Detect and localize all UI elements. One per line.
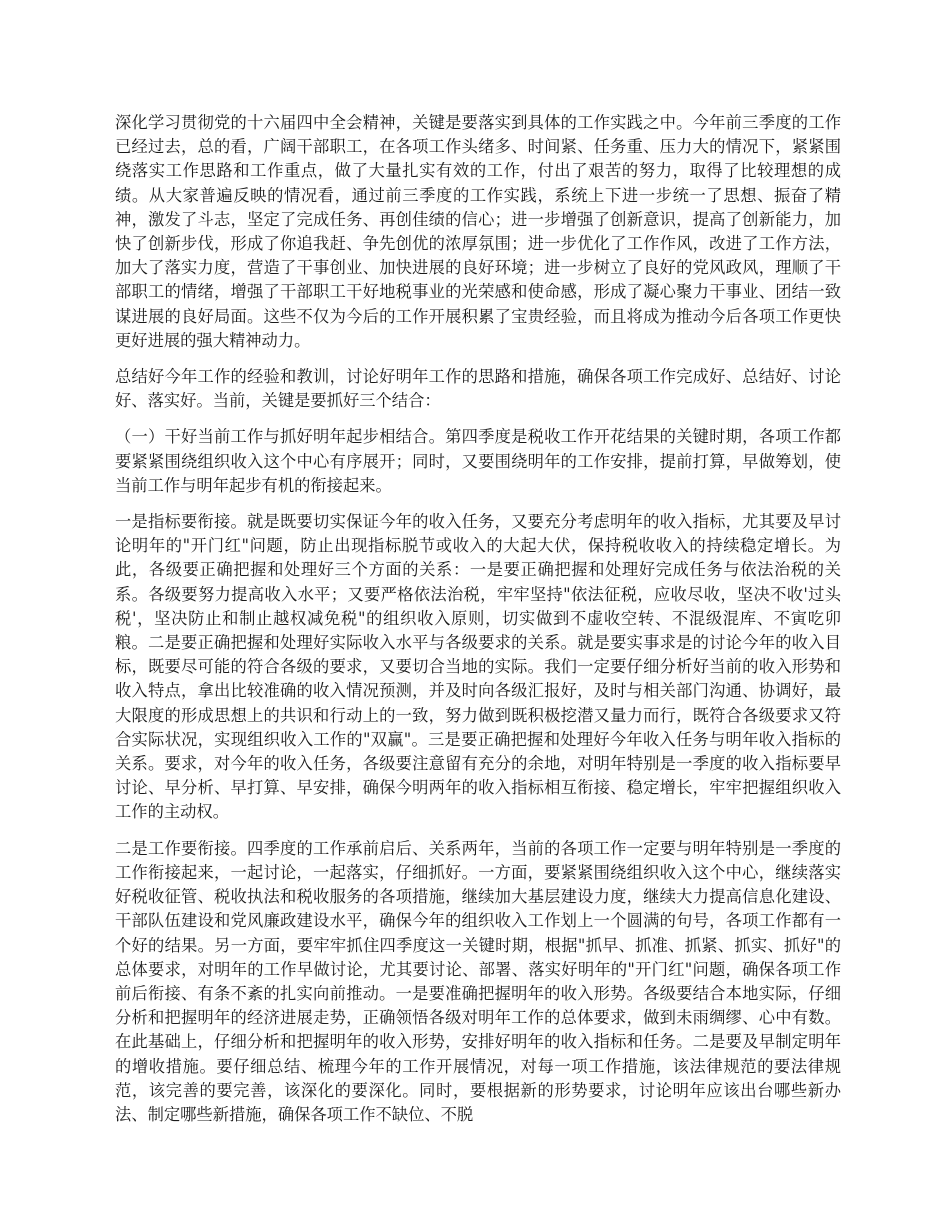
paragraph-indicator-linkage: 一是指标要衔接。就是既要切实保证今年的收入任务，又要充分考虑明年的收入指标，尤其要及早讨论明年的"开门红"问题，防止出现指标脱节或收入的大起大伏，保持税收收入的持续稳定增长。为此，各级要正确把握和处理好三个方面的关系：一是要正确把握和处理好完成任务与依法治税的关系。各级要努力提高收入水平；又要严格依法治税，牢牢坚持"依法征税，应收尽收，坚决不收'过头税'，坚决防止和制止越权减免税"的组织收入原则，切实做到不虚收空转、不混级混库、不寅吃卯粮。二是要正确把握和处理好实际收入水平与各级要求的关系。就是要实事求是的讨论今年的收入目标，既要尽可能的符合各级的要求，又要切合当地的实际。我们一定要仔细分析好当前的收入形势和收入特点，拿出比较准确的收入情况预测，并及时向各级汇报好，及时与相关部门沟通、协调好，最大限度的形成思想上的共识和行动上的一致，努力做到既积极挖潜又量力而行，既符合各级要求又符合实际状况，实现组织收入工作的"双赢"。三是要正确把握和处理好今年收入任务与明年收入指标的关系。要求，对今年的收入任务，各级要注意留有充分的余地，对明年特别是一季度的收入指标要早讨论、早分析、早打算、早安排，确保今明两年的收入指标相互衔接、稳定增长，牢牢把握组织收入工作的主动权。 [115,512,841,822]
paragraph-section-1: （一）干好当前工作与抓好明年起步相结合。第四季度是税收工作开花结果的关键时期，各项工作都要紧紧围绕组织收入这个中心有序展开；同时，又要围绕明年的工作安排，提前打算，早做筹划，使当前工作与明年起步有机的衔接起来。 [115,427,841,495]
paragraph-work-linkage: 二是工作要衔接。四季度的工作承前启后、关系两年，当前的各项工作一定要与明年特别是一季度的工作衔接起来，一起讨论，一起落实，仔细抓好。一方面，要紧紧围绕组织收入这个中心，继续落实好税收征管、税收执法和税收服务的各项措施，继续加大基层建设力度，继续大力提高信息化建设、干部队伍建设和党风廉政建设水平，确保今年的组织收入工作划上一个圆满的句号，各项工作都有一个好的结果。另一方面，要牢牢抓住四季度这一关键时期，根据"抓早、抓准、抓紧、抓实、抓好"的总体要求，对明年的工作早做讨论，尤其要讨论、部署、落实好明年的"开门红"问题，确保各项工作前后衔接、有条不紊的扎实向前推动。一是要准确把握明年的收入形势。各级要结合本地实际，仔细分析和把握明年的经济进展走势，正确领悟各级对明年工作的总体要求，做到未雨绸缪、心中有数。在此基础上，仔细分析和把握明年的收入形势，安排好明年的收入指标和任务。二是要及早制定明年的增收措施。要仔细总结、梳理今年的工作开展情况，对每一项工作措施，该法律规范的要法律规范，该完善的要完善，该深化的要深化。同时，要根据新的形势要求，讨论明年应该出台哪些新办法、制定哪些新措施，确保各项工作不缺位、不脱 [115,838,841,1124]
paragraph-intro: 深化学习贯彻党的十六届四中全会精神，关键是要落实到具体的工作实践之中。今年前三季度的工作已经过去，总的看，广阔干部职工，在各项工作头绪多、时间紧、任务重、压力大的情况下，紧紧围绕落实工作思路和工作重点，做了大量扎实有效的工作，付出了艰苦的努力，取得了比较理想的成绩。从大家普遍反映的情况看，通过前三季度的工作实践，系统上下进一步统一了思想、振奋了精神，激发了斗志，坚定了完成任务、再创佳绩的信心；进一步增强了创新意识，提高了创新能力，加快了创新步伐，形成了你追我赶、争先创优的浓厚氛围；进一步优化了工作作风，改进了工作方法，加大了落实力度，营造了干事创业、加快进展的良好环境；进一步树立了良好的党风政风，理顺了干部职工的情绪，增强了干部职工干好地税事业的光荣感和使命感，形成了凝心聚力干事业、团结一致谋进展的良好局面。这些不仅为今后的工作开展积累了宝贵经验，而且将成为推动今后各项工作更快更好进展的强大精神动力。 [115,113,841,350]
paragraph-summary: 总结好今年工作的经验和教训，讨论好明年工作的思路和措施，确保各项工作完成好、总结好、讨论好、落实好。当前，关键是要抓好三个结合： [115,367,841,411]
document-body [115,111,841,1139]
